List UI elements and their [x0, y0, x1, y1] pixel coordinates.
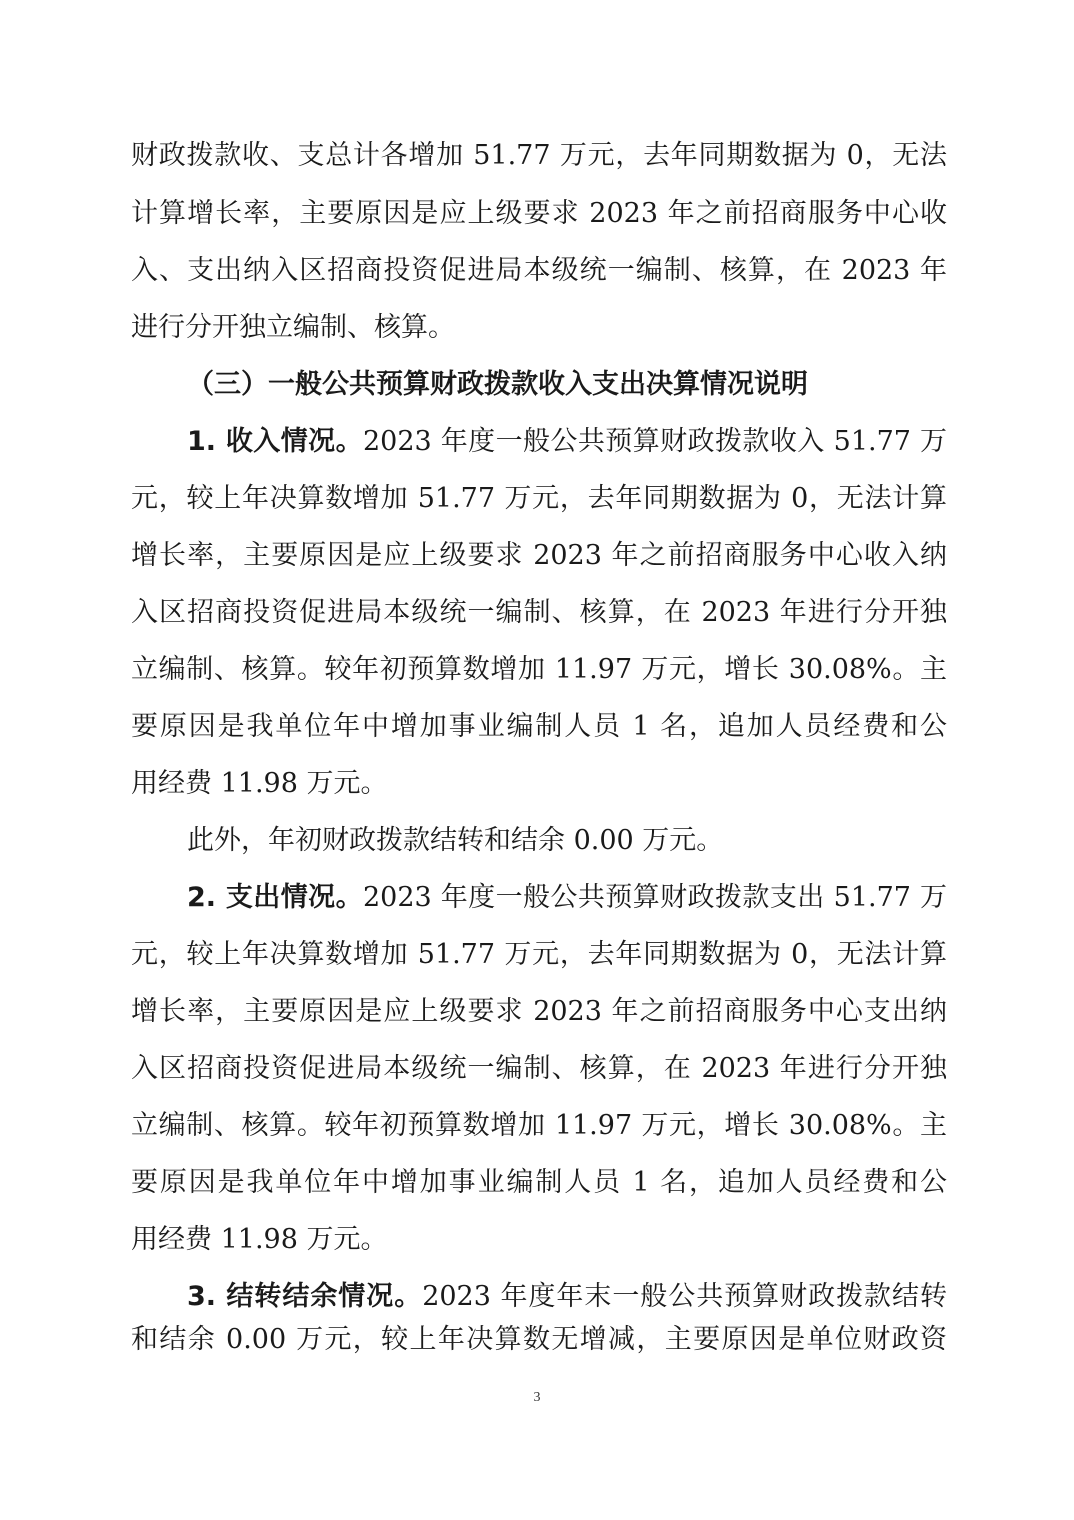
expense-first-line-text: 2023 年度一般公共预算财政拨款支出 51.77 万 [363, 882, 947, 913]
intro-line: 财政拨款收、支总计各增加 51.77 万元，去年同期数据为 0，无法 [131, 140, 947, 171]
expense-lead: 2. 支出情况。 [187, 882, 363, 913]
balance-first-line [187, 1279, 947, 1315]
income-first-line-text: 2023 年度一般公共预算财政拨款收入 51.77 万 [363, 426, 947, 457]
balance-line: 和结余 0.00 万元，较上年决算数无增减，主要原因是单位财政资 [131, 1324, 947, 1355]
expense-line: 增长率，主要原因是应上级要求 2023 年之前招商服务中心支出纳 [131, 996, 947, 1027]
expense-line: 入区招商投资促进局本级统一编制、核算，在 2023 年进行分开独 [131, 1053, 947, 1084]
income-line: 用经费 11.98 万元。 [131, 768, 388, 799]
income-line: 立编制、核算。较年初预算数增加 11.97 万元，增长 30.08%。主 [131, 654, 947, 685]
page-number: 3 [533, 1390, 541, 1405]
income-first-line [187, 424, 947, 460]
income-line: 增长率，主要原因是应上级要求 2023 年之前招商服务中心收入纳 [131, 540, 947, 571]
expense-line: 元，较上年决算数增加 51.77 万元，去年同期数据为 0，无法计算 [131, 939, 947, 970]
section-heading: （三）一般公共预算财政拨款收入支出决算情况说明 [187, 369, 808, 400]
expense-first-line [187, 880, 947, 916]
expense-line: 立编制、核算。较年初预算数增加 11.97 万元，增长 30.08%。主 [131, 1110, 947, 1141]
income-line: 入区招商投资促进局本级统一编制、核算，在 2023 年进行分开独 [131, 597, 947, 628]
income-lead: 1. 收入情况。 [187, 426, 363, 457]
income-line: 要原因是我单位年中增加事业编制人员 1 名，追加人员经费和公 [131, 711, 947, 742]
expense-line: 要原因是我单位年中增加事业编制人员 1 名，追加人员经费和公 [131, 1167, 947, 1198]
expense-line: 用经费 11.98 万元。 [131, 1224, 388, 1255]
intro-line: 进行分开独立编制、核算。 [131, 312, 455, 343]
intro-line: 计算增长率，主要原因是应上级要求 2023 年之前招商服务中心收 [131, 198, 947, 229]
balance-first-line-text: 2023 年度年末一般公共预算财政拨款结转 [422, 1281, 947, 1312]
carryover-note: 此外，年初财政拨款结转和结余 0.00 万元。 [187, 825, 724, 856]
intro-line: 入、支出纳入区招商投资促进局本级统一编制、核算，在 2023 年 [131, 255, 947, 286]
income-line: 元，较上年决算数增加 51.77 万元，去年同期数据为 0，无法计算 [131, 483, 947, 514]
balance-lead: 3. 结转结余情况。 [187, 1281, 423, 1312]
